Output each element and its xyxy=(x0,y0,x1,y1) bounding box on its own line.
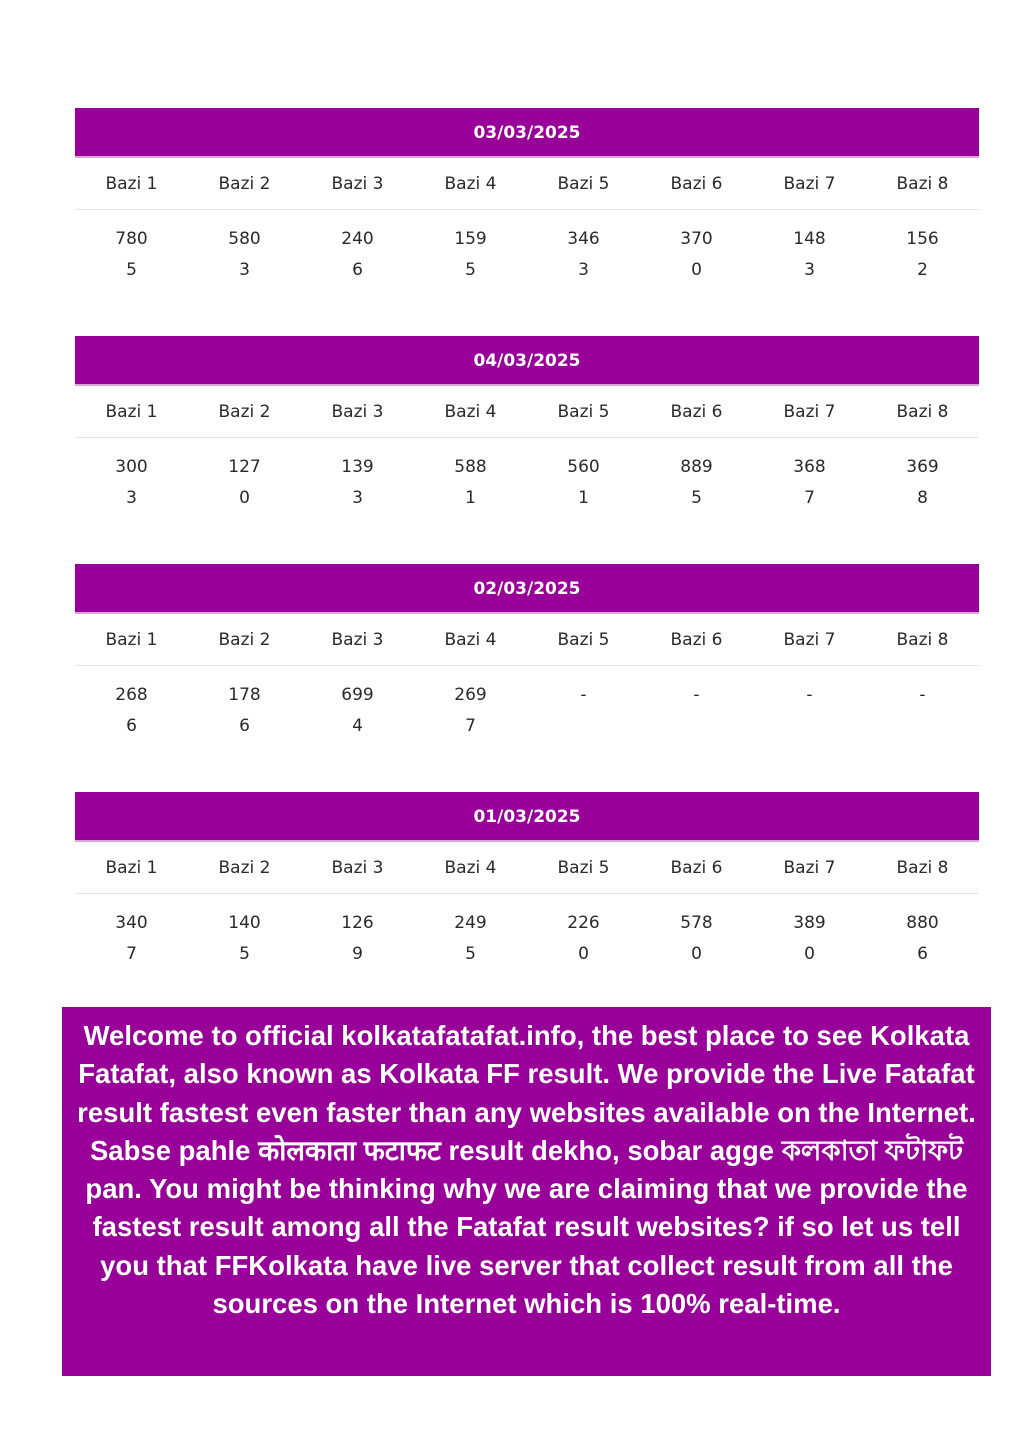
result-cell xyxy=(753,680,866,742)
panna-value: 159 xyxy=(454,229,487,249)
bazi-header: Bazi 6 xyxy=(670,401,723,422)
result-cell xyxy=(414,224,527,286)
digit-value: 5 xyxy=(465,260,476,280)
result-cell xyxy=(414,908,527,970)
bazi-header: Bazi 6 xyxy=(670,857,723,878)
date-label: 01/03/2025 xyxy=(473,807,581,827)
panna-value: 588 xyxy=(454,457,487,477)
panna-value: 249 xyxy=(454,913,487,933)
digit-value: 3 xyxy=(578,260,589,280)
digit-value: 5 xyxy=(239,944,250,964)
digit-value: 0 xyxy=(804,944,815,964)
panna-value: 126 xyxy=(341,913,374,933)
result-cell xyxy=(301,452,414,514)
bazi-header: Bazi 4 xyxy=(444,629,497,650)
date-label: 03/03/2025 xyxy=(473,123,581,143)
panna-value: 880 xyxy=(906,913,939,933)
bazi-header: Bazi 2 xyxy=(218,629,271,650)
digit-value: 1 xyxy=(465,488,476,508)
bazi-header: Bazi 2 xyxy=(218,173,271,194)
result-cell xyxy=(75,452,188,514)
bazi-header: Bazi 5 xyxy=(557,857,610,878)
date-label: 04/03/2025 xyxy=(473,351,581,371)
panna-value: 389 xyxy=(793,913,826,933)
panna-value: - xyxy=(693,685,700,705)
digit-value: 5 xyxy=(691,488,702,508)
panna-value: 156 xyxy=(906,229,939,249)
result-cell xyxy=(527,224,640,286)
result-cell xyxy=(640,908,753,970)
panna-value: 340 xyxy=(115,913,148,933)
bazi-header: Bazi 8 xyxy=(896,629,949,650)
result-table-01-03-2025 xyxy=(75,792,979,970)
panna-value: 140 xyxy=(228,913,261,933)
digit-value: 6 xyxy=(126,716,137,736)
bazi-header: Bazi 1 xyxy=(105,173,158,194)
result-cell xyxy=(188,680,301,742)
digit-value: 5 xyxy=(465,944,476,964)
date-header xyxy=(75,108,979,158)
result-cell xyxy=(640,680,753,742)
result-cell xyxy=(188,224,301,286)
result-cell xyxy=(75,680,188,742)
bazi-header: Bazi 3 xyxy=(331,173,384,194)
panna-value: 139 xyxy=(341,457,374,477)
bazi-header: Bazi 5 xyxy=(557,173,610,194)
digit-value: 6 xyxy=(917,944,928,964)
panna-value: 127 xyxy=(228,457,261,477)
bazi-header: Bazi 1 xyxy=(105,629,158,650)
digit-value: 3 xyxy=(352,488,363,508)
panna-value: 346 xyxy=(567,229,600,249)
bazi-header: Bazi 3 xyxy=(331,857,384,878)
result-cell xyxy=(527,452,640,514)
result-cell xyxy=(301,908,414,970)
panna-value: 369 xyxy=(906,457,939,477)
result-table-02-03-2025 xyxy=(75,564,979,742)
digit-value: 7 xyxy=(804,488,815,508)
panna-value: 148 xyxy=(793,229,826,249)
digit-value: 3 xyxy=(126,488,137,508)
bazi-header: Bazi 2 xyxy=(218,401,271,422)
result-cell xyxy=(414,452,527,514)
bazi-header: Bazi 7 xyxy=(783,857,836,878)
panna-value: 699 xyxy=(341,685,374,705)
bazi-header-row xyxy=(75,386,979,438)
bazi-header: Bazi 6 xyxy=(670,173,723,194)
bazi-header: Bazi 8 xyxy=(896,401,949,422)
bazi-header: Bazi 7 xyxy=(783,401,836,422)
result-cell xyxy=(866,908,979,970)
panna-value: 368 xyxy=(793,457,826,477)
result-cell xyxy=(866,452,979,514)
bazi-header-row xyxy=(75,842,979,894)
result-cell xyxy=(753,908,866,970)
bazi-header: Bazi 3 xyxy=(331,401,384,422)
digit-value: 2 xyxy=(917,260,928,280)
date-label: 02/03/2025 xyxy=(473,579,581,599)
result-cell xyxy=(866,680,979,742)
digit-value: 3 xyxy=(804,260,815,280)
bazi-header: Bazi 3 xyxy=(331,629,384,650)
result-cell xyxy=(640,452,753,514)
digit-value: 1 xyxy=(578,488,589,508)
digit-value: 3 xyxy=(239,260,250,280)
date-header xyxy=(75,564,979,614)
digit-value: 7 xyxy=(465,716,476,736)
digit-value: 0 xyxy=(691,944,702,964)
bazi-header: Bazi 6 xyxy=(670,629,723,650)
bazi-header: Bazi 7 xyxy=(783,629,836,650)
bazi-header: Bazi 5 xyxy=(557,629,610,650)
bazi-header: Bazi 7 xyxy=(783,173,836,194)
result-cell xyxy=(188,908,301,970)
digit-value: 8 xyxy=(917,488,928,508)
digit-value: 6 xyxy=(352,260,363,280)
result-cell xyxy=(753,224,866,286)
date-header xyxy=(75,792,979,842)
panna-value: 300 xyxy=(115,457,148,477)
welcome-info-box xyxy=(62,1007,991,1376)
digit-value: 9 xyxy=(352,944,363,964)
panna-value: 889 xyxy=(680,457,713,477)
bazi-header-row xyxy=(75,158,979,210)
digit-value: 0 xyxy=(578,944,589,964)
result-cell xyxy=(753,452,866,514)
panna-value: 268 xyxy=(115,685,148,705)
result-cell xyxy=(188,452,301,514)
bazi-header: Bazi 4 xyxy=(444,401,497,422)
panna-value: 780 xyxy=(115,229,148,249)
panna-value: 578 xyxy=(680,913,713,933)
result-cell xyxy=(301,224,414,286)
result-cell xyxy=(866,224,979,286)
bazi-header: Bazi 1 xyxy=(105,857,158,878)
panna-value: - xyxy=(580,685,587,705)
digit-value: 4 xyxy=(352,716,363,736)
digit-value: 6 xyxy=(239,716,250,736)
digit-value: 0 xyxy=(239,488,250,508)
result-cell xyxy=(301,680,414,742)
welcome-text: Welcome to official kolkatafatafat.info, the best place to see Kolkata Fatafat, also known as Kolkata FF result. We provide the Live Fatafat result fastest even faster than any websites available on the Internet. Sabse pahle कोलकाता फटाफट result dekho, sobar agge কলকাতা ফটাফট pan. You might be thinking why we are claiming that we provide the fastest result among all the Fatafat result websites? if so let us tell you that FFKolkata have live server that collect result from all the sources on the Internet which is 100% real-time. xyxy=(77,1020,976,1320)
result-cell xyxy=(640,224,753,286)
result-cell xyxy=(75,908,188,970)
panna-value: 370 xyxy=(680,229,713,249)
panna-value: 560 xyxy=(567,457,600,477)
result-row xyxy=(75,894,979,970)
panna-value: 580 xyxy=(228,229,261,249)
result-row xyxy=(75,666,979,742)
result-cell xyxy=(414,680,527,742)
bazi-header: Bazi 8 xyxy=(896,173,949,194)
panna-value: - xyxy=(806,685,813,705)
panna-value: 240 xyxy=(341,229,374,249)
digit-value: 7 xyxy=(126,944,137,964)
date-header xyxy=(75,336,979,386)
bazi-header-row xyxy=(75,614,979,666)
result-cell xyxy=(527,908,640,970)
bazi-header: Bazi 4 xyxy=(444,857,497,878)
bazi-header: Bazi 1 xyxy=(105,401,158,422)
result-table-03-03-2025 xyxy=(75,108,979,286)
bazi-header: Bazi 2 xyxy=(218,857,271,878)
result-table-04-03-2025 xyxy=(75,336,979,514)
digit-value: 5 xyxy=(126,260,137,280)
bazi-header: Bazi 8 xyxy=(896,857,949,878)
panna-value: 178 xyxy=(228,685,261,705)
result-cell xyxy=(527,680,640,742)
digit-value: 0 xyxy=(691,260,702,280)
panna-value: - xyxy=(919,685,926,705)
result-cell xyxy=(75,224,188,286)
result-row xyxy=(75,210,979,286)
bazi-header: Bazi 5 xyxy=(557,401,610,422)
panna-value: 226 xyxy=(567,913,600,933)
bazi-header: Bazi 4 xyxy=(444,173,497,194)
panna-value: 269 xyxy=(454,685,487,705)
result-row xyxy=(75,438,979,514)
